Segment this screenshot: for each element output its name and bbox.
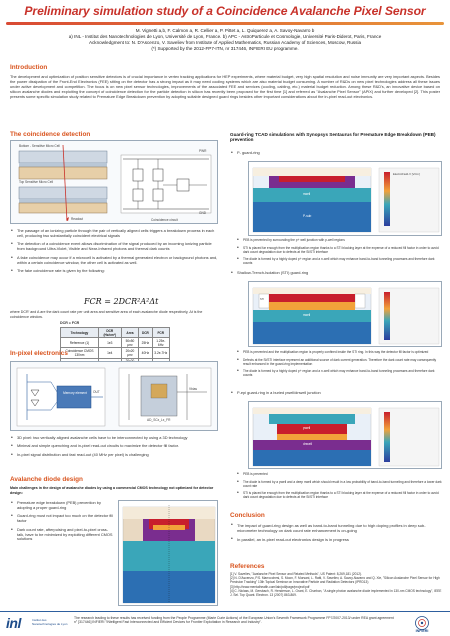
label-memory: Memory element [63,391,87,395]
label-circuit: Coincidence circuit [151,218,178,222]
inpixel-bullets [10,436,218,461]
field-label: ElectricField-V [V/cm] [393,172,420,176]
tcad-sim-3 [249,402,443,470]
list-item: • In parallel, an in-pixel read-out electronics design is in progress [230,537,442,542]
reference-item: [3] http://www.mentalhealth.com/lab/pdf/page/project/pdf [230,584,310,589]
list-item: • The detection of a coincidence event allows discrimination of the signal produced by an incoming ionizing particle from background Ultra-Violet, Visible and Near-Infrared photons and thermal dark counts [10,242,218,252]
infieri-logo-word: INFIERI [415,629,429,633]
title-rule [6,22,444,25]
affiliations: a) INL - Institut des Nanotechnologies de Lyon, Université de Lyon, France. b) APC - AstroParticule et Cosmologie, Université Paris-Diderot, Paris, France [68,34,382,39]
label-out: OUT [93,390,100,394]
table-header: Technology [61,328,99,338]
list-item: • STI is placed far enough from the multiplication region thanks to a STI blocking layer at the expense of a reduced fill factor in order to avoid dark count degradation due to defects at the Si/STI interface [236,246,442,254]
label-bottom-cell: Bottom - Sensitive Micro Cell [19,144,60,148]
list-item: • In-pixel signal distribution and fast read-out (40 MHz per pixel) is challenging [10,453,218,458]
coincidence-bullets [10,229,218,277]
funding-note: (*) Supported by the 2012-FP7-ITN, nr 317446, INFIERI EU programme. [151,46,299,51]
avalanche-bullets [10,501,114,546]
table-title: DCR = FCR [60,321,80,325]
avalanche-simulation-image [119,501,219,607]
list-item: • Dark count rate, afterpulsing and pixel-to-pixel cross-talk, have to be minimized by exploiting different CMOS solutions [10,528,114,543]
tcad-figure-1 [248,161,442,236]
references-list [230,572,442,598]
list-item: • The diode is formed by a highly doped p+ region and a n-well which may enhance band-to-band tunneling processes and therefore dark counts [236,369,442,377]
inpixel-diagram [11,362,219,432]
table-header: Area [121,328,139,338]
tcad-notes-3 [236,472,442,503]
authors-block [10,28,440,52]
tcad-item-2 [230,271,430,279]
acknowledgment: Acknowledgment to: N. D'Ascenzo, V. Saveliev from Institute of Applied Mathematics, Russian Academy of Sciences, Moscow, Russia [88,40,362,45]
infieri-logo [400,615,444,635]
reference-item: [2] N. D'Ascenzo, P.S. Marrocchesi, S. Moon, F. Morsani, L. Ratti, V. Saveliev, A. Savoy-Navarro and Q. Xie, "Silicon Avalanche Pixel Sensor for High Precision Tracking" 13th Topical Seminar on Innovative Particle and Radiation Detectors (IPRD13) [230,576,440,585]
list-item: • 3D pixel: two vertically aligned avalanche cells have to be interconnected by using a 3D technology [10,436,218,441]
conclusion-heading: Conclusion [230,512,265,519]
label-nwell-2: nwell [303,313,311,317]
list-item: • STI is placed far enough from the multiplication region thanks to a STI blocking layer at the expense of a reduced fill factor in order to avoid dark count degradation due to defects at the Si/STI interface [236,491,442,499]
tcad-item-label: • Shallow-Trench-Isolation (STI) guard-ring [230,271,430,276]
label-fig-b: AD_SCx_Lx_FR [147,418,171,422]
list-item: • The diode is formed by a pwell and a deep nwell which should result in a low probability of band-to-band tunneling and therefore a lower dark count rate [236,480,442,488]
table-row: Reference (1) 1e3 50x50 µm² 25Hz 1.25e-6Hz [61,338,170,348]
reference-item: [1] V. Saveliev, "Avalanche Pixel Sensor and Related Methods", US Patent: 8,269,181 (2012). [230,572,362,576]
tcad-item-3 [230,391,430,399]
label-dnwell: dnwell [303,442,313,446]
tcad-heading: Guard-ring TCAD simulations with Synopsys Sentaurus for Premature Edge Breakdown (PEB) prevention [230,132,436,142]
list-item: • The diode is formed by a highly doped p+ region and a n-well which may enhance band-to-band tunneling processes and therefore dark counts [236,257,442,265]
label-nwell: nwell [303,192,311,196]
table-header: FCR [152,328,169,338]
label-top-cell: Top Sensitive Micro Cell [19,180,54,184]
label-readout: Readout [71,217,84,221]
inl-logo-subtitle: Institut des Nanotechnologies de Lyon [32,618,68,626]
tcad-item-label: • P- guard-ring [230,151,310,156]
list-item: • The passage of an ionizing particle through the pair of vertically aligned cells triggers a breakdown process in each cell, producing two substantially coincident electrical signals [10,229,218,239]
tcad-item-1 [230,151,310,159]
table-header: DCR [139,328,152,338]
fcr-equation: FCR = 2DCR²A²Δt [84,297,159,306]
tcad-notes-2 [236,350,442,381]
avalanche-cross-section [118,500,218,606]
avalanche-heading: Avalanche diode design [10,476,83,483]
introduction-heading: Introduction [10,64,48,71]
tcad-item-label: • P-epi guard-ring in a buried pwell/dnwell junction [230,391,430,396]
tcad-figure-2 [248,281,442,347]
list-item: • Guard-ring must not impact too much on the detector fill factor [10,514,114,524]
coincidence-figure [10,140,218,224]
list-item: • PEB is prevented [236,472,442,476]
label-gnd: GND [199,211,207,215]
avalanche-intro: Main challenges in the design of avalanche diodes by using a commercial CMOS technology not optimized for detector design: [10,486,214,495]
label-pwell: pwell [303,426,311,430]
tcad-sim-2 [249,282,443,348]
introduction-text: The development and optimization of position sensitive detectors is of crucial importance in vertex tracking applications for HEP experiments, where material budget, very high spatial resolution and noise immunity are very important aspects. Besides the power dissipation of the Front-End Electronics (FEE) sitting on the detector has a strong impact as it may need cooling systems which are also material budget consuming. A number of R&Ds on new pixel technologies address all these issues under active development and competition. The focus is on new pixel sensor technologies, improvements of the associated FEE and services (cooling, cabling, etc.) material budget reduction. Among these R&D's, an innovative device based on silicon avalanche diodes and exploiting the concept of coincidence detection for the particle detection in silicon has recently been proposed for the first time [1] and referred as "Avalanche Pixel Sensor" (APiX) and further developed [2]. This poster presents some specific simulation study related to Premature Edge Breakdown prevention by adopting suitable designed guard rings besides other important considerations about the in-pixel read-out electronics. [10,74,440,99]
inl-logo-word: inl [6,615,21,631]
list-item: • PEB is prevented by surrounding the p+ well junction with p-well regions [236,238,442,242]
list-item: • Minimal and simple quenching and in-pixel read-out circuits to maximize the detector fill factor. [10,444,218,449]
label-pwr: PWR [199,149,207,153]
references-heading: References [230,563,265,570]
reference-item: [4] C. Niclass, M. Gersbach, R. Henderson, L. Grant, E. Charbon, "A single photon avalanche diode implemented in 130-nm CMOS technology", IEEE J. Sel. Top Quant. Electron. 13 (2007) 863-869. [230,589,442,598]
table-header: DCR (Hz/cm²) [98,328,121,338]
tcad-figure-3 [248,401,442,469]
inpixel-figure [10,361,218,431]
inl-logo [6,615,70,634]
list-item: • Defects at the Si/STI interface represent an additional source of dark current generation. Therefore the dark count rate may consequently result enhanced in the guard-ring implementation [236,358,442,366]
list-item: • PEB is prevented and the multiplication region is properly confined inside the STI ring. In this way the detector fill factor is optimized [236,350,442,354]
equation-note: where DCR' and A are the dark count rate per unit area and sensitive area of each avalanche diode respectively, Δt is the coincidence window. [10,310,203,319]
coincidence-heading: The coincidence detection [10,131,91,138]
list-item: • Premature edge breakdown (PEB) prevention by adopting a proper guard-ring [10,501,114,511]
poster-title: Preliminary simulation study of a Coincidence Avalanche Pixel Sensor [24,4,426,18]
label-vbias: Vbias [189,387,197,391]
list-item: • The impact of guard-ring design as well as band-to-band tunneling due to high doping profiles in deep sub-micrometer technology on dark count rate enhancement is on-going [230,523,442,533]
tcad-notes-1 [236,238,442,269]
inpixel-heading: In-pixel electronics [10,350,68,357]
footer [0,611,450,636]
author-list: M. Vignetti a,b, F. Calmon a, R. Cellier a, P. Pittet a, L. Quiquerez a, A. Savoy-Navarro b [135,28,315,33]
label-sti: STI [260,298,265,301]
label-psub: P-sub [303,214,312,218]
list-item: • A fake coincidence may occur if a microcell is activated by a thermal generated electron or background photons and, within a certain coincidence window, the other cell is activated as well. [10,256,218,266]
table-row: Coincidence CMOS 130nm 1e4 20x20 µm² 40Hz 3.2e-7Hz [61,348,170,358]
list-item: • The fake coincidence rate is given by the following: [10,269,218,274]
funding-statement: The research leading to these results has received funding from the People Programme (Marie Curie Actions) of the European Union's Seventh Framework Programme FP7/2007-2013/ under REA grant agreement n° [317446] INFIERI "INtelligent Fast Interconnected and Efficient Devices for Frontier Exploitation in Research and Industry". [74,616,394,625]
conclusion-bullets [230,523,442,546]
